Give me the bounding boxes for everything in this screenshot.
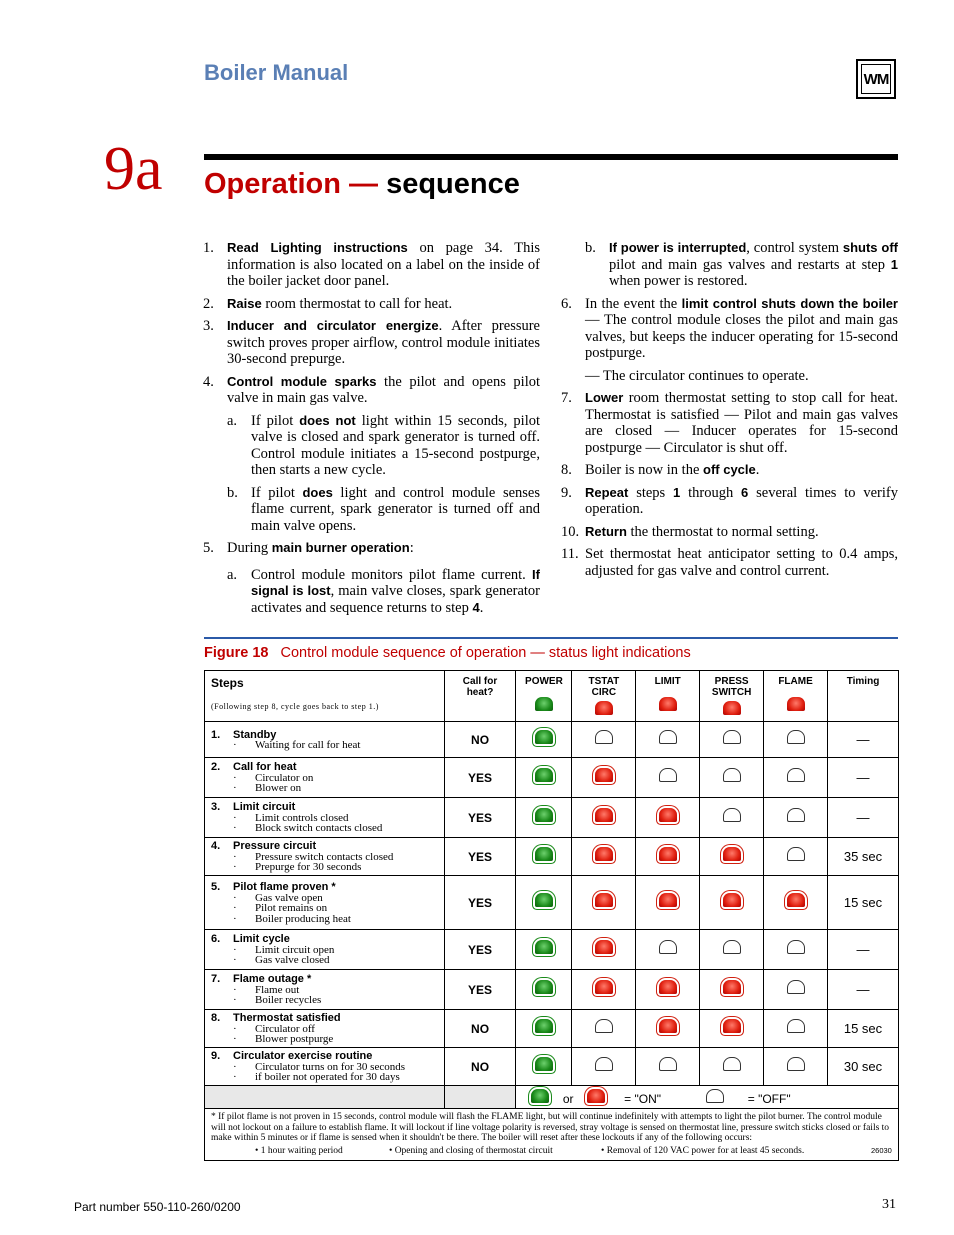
limit-light-icon [659,697,677,711]
step-bullet: · Pilot remains on [233,902,328,914]
call-for-heat-cell: YES [444,758,516,798]
step-bullet: · Boiler recycles [233,994,322,1007]
table-row [205,758,899,798]
tstat-cell [572,1010,636,1048]
limit-light-on-icon [659,808,677,822]
col-header-power: POWER [516,671,572,722]
step-10: 10. Return the thermostat to normal setting. [561,523,819,540]
col-header-press: PRESS SWITCH [700,671,764,722]
right-column [561,240,898,585]
power-light-icon [535,697,553,711]
tstat-light-off-icon [595,1019,613,1033]
flame-light-off-icon [787,1019,805,1033]
tstat-light-off-icon [595,1057,613,1071]
step-bullet: · if boiler not operated for 30 days [233,1071,400,1084]
limit-light-off-icon [659,768,677,782]
step-4: 4. Control module sparks the pilot and opens pilot valve in main gas valve. [203,373,541,406]
tstat-light-on-icon [595,768,613,782]
step-bullet: · Gas valve open [233,891,323,904]
figure-rule [204,637,898,639]
flame-light-off-icon [787,768,805,782]
power-cell [516,838,572,876]
tstat-light-icon [595,701,613,715]
page-number: 31 [882,1197,896,1212]
limit-cell [636,930,700,970]
limit-light-on-icon [659,893,677,907]
timing-cell: 15 sec [828,1010,899,1048]
power-light-on-icon [535,730,553,744]
legend-green-on-icon [531,1089,549,1103]
step-5: 5. During main burner operation: [203,540,414,556]
step-1: 1. Read Lighting instructions on page 34. This information is also located on a label on the inside of the boiler jacket door panel. [203,240,541,289]
step-bullet: · Circulator off [233,1022,315,1035]
tstat-cell [572,1048,636,1086]
flame-light-icon [787,697,805,711]
press-light-on-icon [723,1019,741,1033]
tstat-cell [572,758,636,798]
col-header-call: Call for heat? [444,671,516,722]
flame-cell [764,1010,828,1048]
flame-light-off-icon [787,1057,805,1071]
limit-light-on-icon [659,847,677,861]
step-4a: a. If pilot does not light within 15 seconds, pilot valve is closed and spark generator is turned off. Control module initiates a 15-second postpurge, then starts a new cycle. [227,412,541,478]
press-light-on-icon [723,847,741,861]
tstat-light-on-icon [595,893,613,907]
legend-off-icon [706,1089,724,1103]
step-8: 8. Boiler is now in the off cycle. [561,462,760,478]
step-bullet: · Blower on [233,782,302,795]
step-5a: a. Control module monitors pilot flame current. If signal is lost, main valve closes, spark generator activates and sequence returns to step 4. [227,566,540,616]
footnote-row [205,1109,899,1161]
tstat-cell [572,722,636,758]
call-for-heat-cell: YES [444,876,516,930]
col-header-tstat: TSTAT CIRC [572,671,636,722]
col-header-steps: Steps (Following step 8, cycle goes back to step 1.) [205,671,445,722]
table-row [205,838,899,876]
step-bullet: · Boiler producing heat [233,912,351,925]
power-light-on-icon [535,940,553,954]
press-light-on-icon [723,893,741,907]
flame-light-on-icon [787,893,805,907]
manual-title: Boiler Manual [204,60,349,85]
col-header-timing: Timing [828,671,899,722]
call-for-heat-cell: NO [444,722,516,758]
left-column [203,240,540,622]
power-light-on-icon [535,1019,553,1033]
limit-cell [636,970,700,1010]
power-light-on-icon [535,893,553,907]
step-bullet: · Gas valve closed [233,954,330,967]
table-footnote: * If pilot flame is not proven in 15 seconds, control module will flash the FLAME light, but will continue indefinitely with attempts to light the pilot burner. The control module will not lockout on a failure to establish flame. It will lockout if line voltage polarity is reversed, stray voltage is sensed on thermostat line, pressure switch sticks closed or fails to make within 5 minutes or if flame is sensed when it shouldn't be there. The boiler will reset after these lockouts if any of the following occurs: • 1 hour waiting period • Opening and closing of thermostat circuit • Removal of 120 VAC power for at least 45 seconds. 26030 [205,1109,899,1161]
press-light-on-icon [723,980,741,994]
timing-cell: 15 sec [828,876,899,930]
table-row [205,798,899,838]
flame-cell [764,758,828,798]
step-bullet: · Blower postpurge [233,1033,334,1046]
press-cell [700,758,764,798]
power-cell [516,970,572,1010]
limit-light-on-icon [659,1019,677,1033]
step-cell: 7. Flame outage * · Flame out · Boiler recycles [205,970,445,1010]
press-light-off-icon [723,768,741,782]
legend-red-on-icon [587,1089,605,1103]
press-cell [700,722,764,758]
power-cell [516,758,572,798]
flame-cell [764,722,828,758]
limit-light-off-icon [659,1057,677,1071]
tstat-light-on-icon [595,808,613,822]
table-row [205,876,899,930]
step-2: 2. Raise room thermostat to call for heat. [203,295,453,312]
timing-cell: 30 sec [828,1048,899,1086]
step-cell: 9. Circulator exercise routine · Circulator turns on for 30 seconds · if boiler not operated for 30 days [205,1048,445,1086]
tstat-light-on-icon [595,940,613,954]
press-cell [700,1010,764,1048]
step-7: 7. Lower room thermostat setting to stop call for heat. Thermostat is satisfied — Pilot and main gas valves are closed — Inducer operates for 15-second postpurge — Circulator is shut off. [561,390,898,456]
power-cell [516,876,572,930]
step-bullet: · Prepurge for 30 seconds [233,861,362,874]
flame-light-off-icon [787,980,805,994]
limit-cell [636,758,700,798]
table-header-row [205,671,899,722]
brand-logo: WM [856,59,896,99]
limit-cell [636,876,700,930]
flame-cell [764,930,828,970]
power-light-on-icon [535,980,553,994]
power-cell [516,798,572,838]
press-cell [700,798,764,838]
step-cell: 8. Thermostat satisfied · Circulator off · Blower postpurge [205,1010,445,1048]
tstat-light-on-icon [595,980,613,994]
step-cell: 4. Pressure circuit · Pressure switch contacts closed · Prepurge for 30 seconds [205,838,445,876]
step-6: 6. In the event the limit control shuts down the boiler — The control module closes the pilot and main gas valves, but keeps the inducer operating for 15-second postpurge. [561,295,898,361]
flame-cell [764,876,828,930]
flame-light-off-icon [787,940,805,954]
tstat-cell [572,876,636,930]
timing-cell: — [828,758,899,798]
flame-light-off-icon [787,847,805,861]
limit-cell [636,1010,700,1048]
step-3: 3. Inducer and circulator energize. After pressure switch proves proper airflow, control module initiates 30-second prepurge. [203,318,540,367]
limit-light-off-icon [659,730,677,744]
press-cell [700,1048,764,1086]
flame-cell [764,838,828,876]
timing-cell: — [828,722,899,758]
timing-cell: 35 sec [828,838,899,876]
part-number: Part number 550-110-260/0200 [74,1200,241,1214]
table-row [205,1010,899,1048]
timing-cell: — [828,970,899,1010]
timing-cell: — [828,930,899,970]
power-light-on-icon [535,847,553,861]
call-for-heat-cell: YES [444,838,516,876]
step-cell: 6. Limit cycle · Limit circuit open · Gas valve closed [205,930,445,970]
call-for-heat-cell: YES [444,798,516,838]
flame-cell [764,798,828,838]
step-cell: 3. Limit circuit · Limit controls closed · Block switch contacts closed [205,798,445,838]
step-9: 9. Repeat steps 1 through 6 several times to verify operation. [561,484,898,517]
step-bullet: · Pressure switch contacts closed [233,850,394,863]
press-light-off-icon [723,940,741,954]
call-for-heat-cell: NO [444,1048,516,1086]
limit-cell [636,838,700,876]
press-light-icon [723,701,741,715]
timing-cell: — [828,798,899,838]
press-light-off-icon [723,808,741,822]
power-cell [516,1048,572,1086]
step-cell: 5. Pilot flame proven * · Gas valve open · Pilot remains on · Boiler producing heat [205,876,445,930]
step-bullet: · Limit circuit open [233,943,335,956]
press-cell [700,930,764,970]
flame-light-off-icon [787,808,805,822]
power-light-on-icon [535,1057,553,1071]
table-row [205,930,899,970]
limit-light-on-icon [659,980,677,994]
power-light-on-icon [535,808,553,822]
table-row [205,970,899,1010]
flame-cell [764,1048,828,1086]
call-for-heat-cell: NO [444,1010,516,1048]
step-6-note: — The circulator continues to operate. [585,367,809,384]
step-cell: 2. Call for heat · Circulator on · Blower on [205,758,445,798]
tstat-cell [572,970,636,1010]
limit-cell [636,798,700,838]
col-header-flame: FLAME [764,671,828,722]
step-5b: b. If power is interrupted, control system shuts off pilot and main gas valves and restarts at step 1 when power is restored. [585,240,898,289]
step-bullet: · Limit controls closed [233,811,349,824]
press-cell [700,838,764,876]
power-cell [516,930,572,970]
table-row [205,1048,899,1086]
figure-caption: Figure 18 Control module sequence of operation — status light indications [204,645,691,661]
tstat-cell [572,930,636,970]
col-header-limit: LIMIT [636,671,700,722]
status-light-table [204,670,899,1161]
flame-light-off-icon [787,730,805,744]
step-bullet: · Waiting for call for heat [233,739,361,751]
tstat-light-off-icon [595,730,613,744]
limit-light-off-icon [659,940,677,954]
step-4b: b. If pilot does light and control module senses flame current, spark generator is turned off and main valve opens. [227,484,540,534]
section-rule [204,154,898,160]
tstat-light-on-icon [595,847,613,861]
table-row [205,722,899,758]
tstat-cell [572,838,636,876]
step-bullet: · Circulator on [233,771,314,784]
power-light-on-icon [535,768,553,782]
power-cell [516,1010,572,1048]
press-cell [700,876,764,930]
tstat-cell [572,798,636,838]
limit-cell [636,722,700,758]
flame-cell [764,970,828,1010]
step-cell: 1. Standby · Waiting for call for heat [205,722,445,758]
call-for-heat-cell: YES [444,930,516,970]
limit-cell [636,1048,700,1086]
step-bullet: · Block switch contacts closed [233,822,383,835]
press-light-off-icon [723,1057,741,1071]
power-cell [516,722,572,758]
section-title: Operation — sequence [204,168,520,200]
step-bullet: · Circulator turns on for 30 seconds [233,1060,405,1073]
legend-row: or = "ON" = "OFF" [205,1086,899,1109]
call-for-heat-cell: YES [444,970,516,1010]
press-light-off-icon [723,730,741,744]
section-number: 9a [104,135,163,203]
step-bullet: · Flame out [233,983,300,996]
step-11: 11. Set thermostat heat anticipator setting to 0.4 amps, adjusted for gas valve and control current. [561,546,898,579]
press-cell [700,970,764,1010]
